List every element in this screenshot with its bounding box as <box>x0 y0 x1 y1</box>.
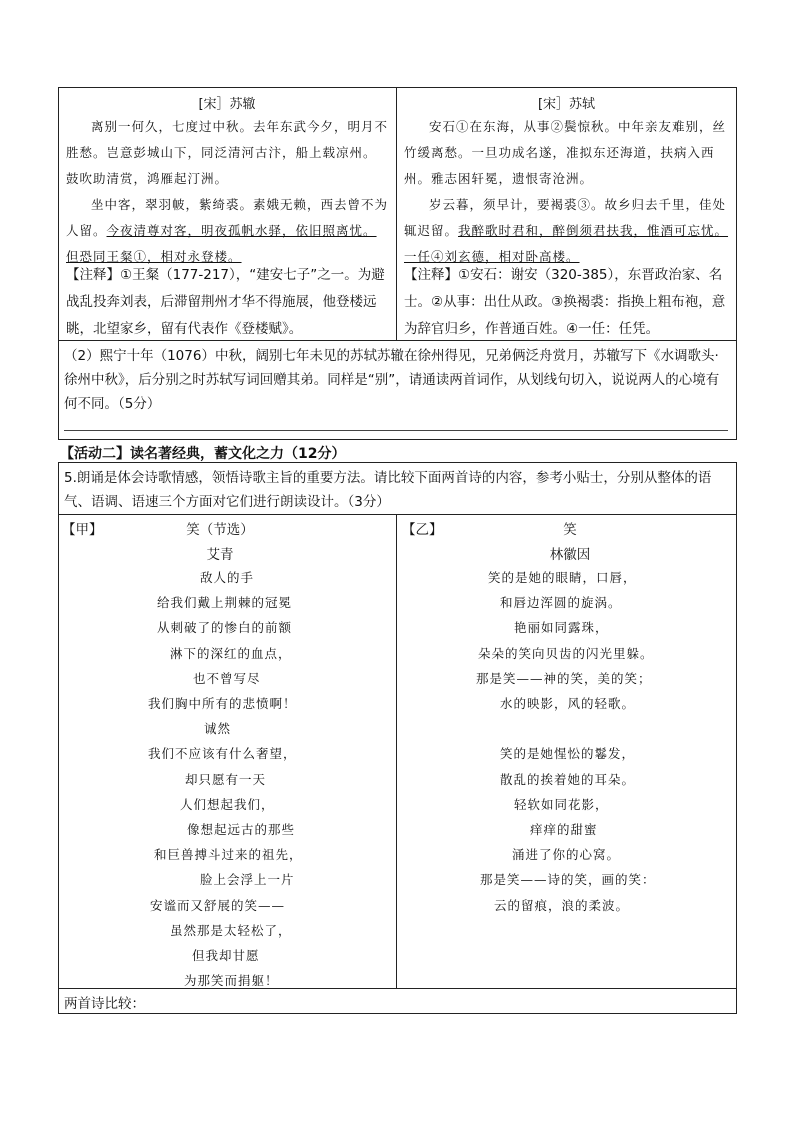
poem-jia-line: 也不曾写尽 <box>193 670 261 686</box>
poem-yi-line: 水的映影，风的轻歌。 <box>500 696 636 711</box>
poem-yi-line: 涌进了你的心窝。 <box>512 847 621 863</box>
poem-jia-line: 为那笑而捐躯！ <box>184 973 279 989</box>
poem-yi-line: 笑的是她的眼睛，口唇， <box>488 570 637 585</box>
left-poem-body <box>66 114 389 270</box>
poem-yi-line: 笑的是她惺忪的鬈发， <box>500 746 636 762</box>
poem-yi-line: 轻软如同花影， <box>514 796 609 812</box>
poem-jia-line: 安谧而又舒展的笑—— <box>150 897 286 913</box>
poem-yi-line: 艳丽如同露珠， <box>514 620 609 636</box>
poem-yi-line: 云的留痕，浪的柔波。 <box>494 897 630 913</box>
poem-yi-line: 和唇边浑圆的旋涡。 <box>500 595 622 611</box>
activity-2-heading: 【活动二】读名著经典，蓄文化之力（12分） <box>60 446 346 462</box>
poem-jia-line: 我们不应该有什么奢望， <box>148 746 297 762</box>
right-poem-underlined-text: 我醉歌时君和，醉倒须君扶我，惟酒可忘忧。一任④刘玄德，相对卧高楼。 <box>404 223 729 264</box>
compare-row-divider <box>58 988 737 989</box>
poem-yi-tag: 【乙】 <box>402 522 443 538</box>
compare-label: 两首诗比较： <box>64 996 145 1012</box>
poems-column-divider <box>396 87 397 340</box>
right-poem-plain-text: 岁云暮，须早计，要褐裘③。故乡归去千里，佳处辄迟留。 <box>404 197 727 238</box>
poem-jia-line: 却只愿有一天 <box>185 771 267 787</box>
left-poem-title: [宋］苏辙 <box>198 97 256 112</box>
poem-jia-line: 敌人的手 <box>200 570 255 585</box>
answer-line <box>64 430 728 431</box>
poem-jia-line: 虽然那是太轻松了， <box>170 922 292 938</box>
poem-jia-line: 给我们戴上荆棘的冠冕 <box>157 595 293 611</box>
poem-jia-line: 但我却甘愿 <box>192 948 260 963</box>
left-poem-note: 【注释】①王粲（177-217），“建安七子”之一。为避战乱投奔刘表，后滞留荆州才华不得施展，他登楼远眺，北望家乡，留有代表作《登楼赋》。 <box>66 267 385 337</box>
left-poem-underlined-text: 今夜清尊对客，明夜孤帆水驿，依旧照离忧。但恐同王粲①，相对永登楼。 <box>66 223 377 264</box>
right-poem-body <box>404 114 730 270</box>
poem-yi-line: 痒痒的甜蜜 <box>530 822 598 837</box>
poem-yi-title: 笑 <box>563 522 577 538</box>
question-2: （2）熙宁十年（1076）中秋，阔别七年未见的苏轼苏辙在徐州得见，兄弟俩泛舟赏月，苏辙写下《水调歌头·徐州中秋》，后分别之时苏轼写词回赠其弟。同样是“别”，请通读两首词作，从划线句切入，说说两人的心境有何不同。（5分） <box>64 348 720 412</box>
poem-jia-title: 笑（节选） <box>186 522 254 538</box>
poem-jia-line: 从刺破了的惨白的前额 <box>157 620 293 636</box>
poem-yi-author: 林徽因 <box>549 547 591 563</box>
poem-yi-line: 朵朵的笑向贝齿的闪光里躲。 <box>478 645 654 661</box>
right-poem-title: [宋］苏轼 <box>537 97 596 112</box>
poem-jia-line: 像想起远古的那些 <box>187 822 296 837</box>
poem-jia-line: 诚然 <box>204 721 232 737</box>
poem-jia-tag: 【甲】 <box>62 522 103 538</box>
poem-jia-line: 淋下的深红的血点， <box>170 645 292 661</box>
poem-jia-line: 和巨兽搏斗过来的祖先， <box>154 847 303 863</box>
question-5: 5.朗诵是体会诗歌情感，领悟诗歌主旨的重要方法。请比较下面两首诗的内容，参考小贴士，分别从整体的语气、语调、语速三个方面对它们进行朗读设计。（3分） <box>64 470 712 510</box>
left-poem-stanza-1: 离别一何久，七度过中秋。去年东武今夕，明月不胜愁。岂意彭城山下，同泛清河古汴，船上载凉州。鼓吹助清赏，鸿雁起汀洲。 <box>66 119 389 186</box>
poem-yi-line: 散乱的挨着她的耳朵。 <box>500 771 636 787</box>
poem-jia-line: 我们胸中所有的悲愤啊！ <box>148 696 297 711</box>
poem-yi-line: 那是笑——诗的笑，画的笑： <box>480 872 656 888</box>
poem-yi-line: 那是笑——神的笑，美的笑； <box>476 670 652 686</box>
poem-jia-author: 艾青 <box>206 547 234 563</box>
poem-jia-line: 脸上会浮上一片 <box>200 872 295 888</box>
left-poem-plain-text: 坐中客，翠羽帔，紫绮裘。素娥无赖，西去曾不为人留。 <box>66 197 389 238</box>
question-row-divider <box>58 514 737 515</box>
right-poem-stanza-1: 安石①在东海，从事②鬓惊秋。中年亲友难别，丝竹缓离愁。一旦功成名遂，准拟东还海道，扶病入西州。雅志困轩冕，遗恨寄沧洲。 <box>404 119 727 186</box>
poem-jia-line: 人们想起我们， <box>180 796 275 812</box>
right-poem-note: 【注释】①安石：谢安（320-385），东晋政治家、名士。②从事：出仕从政。③换褐裘：指换上粗布袍，意为辞官归乡，作普通百姓。④一任：任凭。 <box>404 267 726 337</box>
poems-comparison-column-divider <box>396 514 397 988</box>
right-poem-stanza-2 <box>404 192 730 270</box>
left-poem-stanza-2 <box>66 192 389 270</box>
